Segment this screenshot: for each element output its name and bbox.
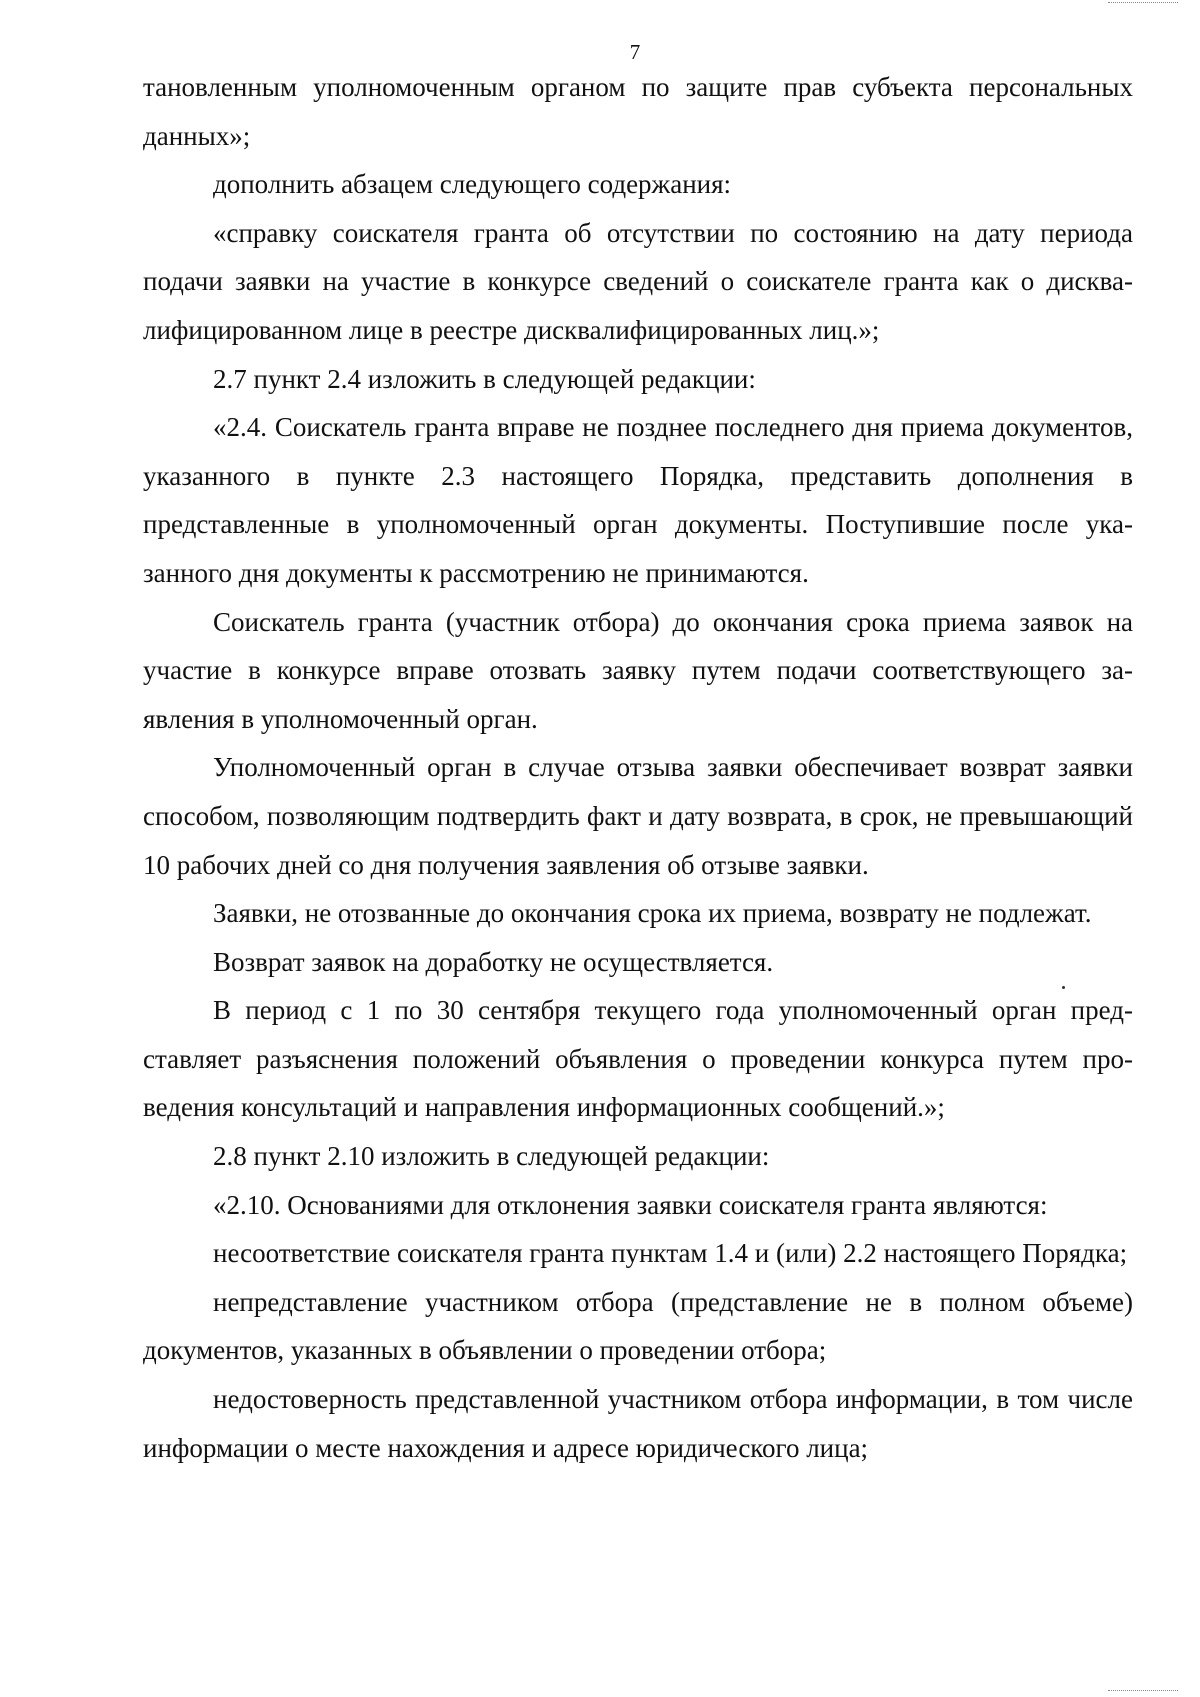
paragraph-continuation: тановленным уполномоченным органом по защите прав субъекта персональных данных»; — [143, 72, 1133, 151]
paragraph-certificate: «справку соискателя гранта об отсутствии по состоянию на дату периода подачи заявки на участие в конкурсе сведений о соискателе гранта как о дисквалифицированном лице в реестре дисквалифицированных лиц.»; — [143, 217, 1133, 345]
paragraph-add-clause: дополнить абзацем следующего содержания: — [213, 169, 732, 200]
page-number: 7 — [629, 40, 641, 64]
paragraph-not-withdrawn: Заявки, не отозванные до окончания срока их приема, возврату не подлежат. — [213, 898, 1092, 929]
paragraph-item-2-8: 2.8 пункт 2.10 изложить в следующей редакции: — [213, 1141, 770, 1172]
paragraph-ground-1: несоответствие соискателя гранта пунктам 1.4 и (или) 2.2 настоящего Порядка; — [213, 1238, 1128, 1269]
paragraph-no-revision: Возврат заявок на доработку не осуществляется. — [213, 946, 774, 977]
paragraph-item-2-7: 2.7 пункт 2.4 изложить в следующей редакции: — [213, 363, 756, 394]
paragraph-return: Уполномоченный орган в случае отзыва заявки обеспечивает возврат заявки способом, позволяющим подтвердить факт и дату возврата, в срок, не превышающий 10 рабочих дней со дня получения заявления об отзыве заявки. — [143, 752, 1133, 880]
scan-speck — [1062, 986, 1065, 989]
paragraph-ground-3: недостоверность представленной участником отбора информации, в том числе информации о месте нахождения и адресе юридического лица; — [143, 1384, 1133, 1463]
paragraph-clause-2-10: «2.10. Основаниями для отклонения заявки соискателя гранта являются: — [213, 1189, 1048, 1220]
paragraph-september-period: В период с 1 по 30 сентября текущего года уполномоченный орган представляет разъяснения положений объявления о проведении конкурса путем проведения консультаций и направления информационных сообщений.»; — [143, 995, 1133, 1123]
scan-edge-marks-top — [1108, 2, 1178, 6]
paragraph-withdrawal: Соискатель гранта (участник отбора) до окончания срока приема заявок на участие в конкурсе вправе отозвать заявку путем подачи соответствующего заявления в уполномоченный орган. — [143, 606, 1133, 734]
document-body — [143, 63, 1133, 1472]
paragraph-clause-2-4: «2.4. Соискатель гранта вправе не позднее последнего дня приема документов, указанного в пункте 2.3 настоящего Порядка, представить дополнения в представленные в уполномоченный орган документы. Поступившие после указанного дня документы к рассмотрению не принимаются. — [143, 412, 1133, 588]
paragraph-ground-2: непредставление участником отбора (представление не в полном объеме) документов, указанных в объявлении о проведении отбора; — [143, 1286, 1133, 1366]
scan-edge-marks-bottom — [1108, 1690, 1178, 1694]
